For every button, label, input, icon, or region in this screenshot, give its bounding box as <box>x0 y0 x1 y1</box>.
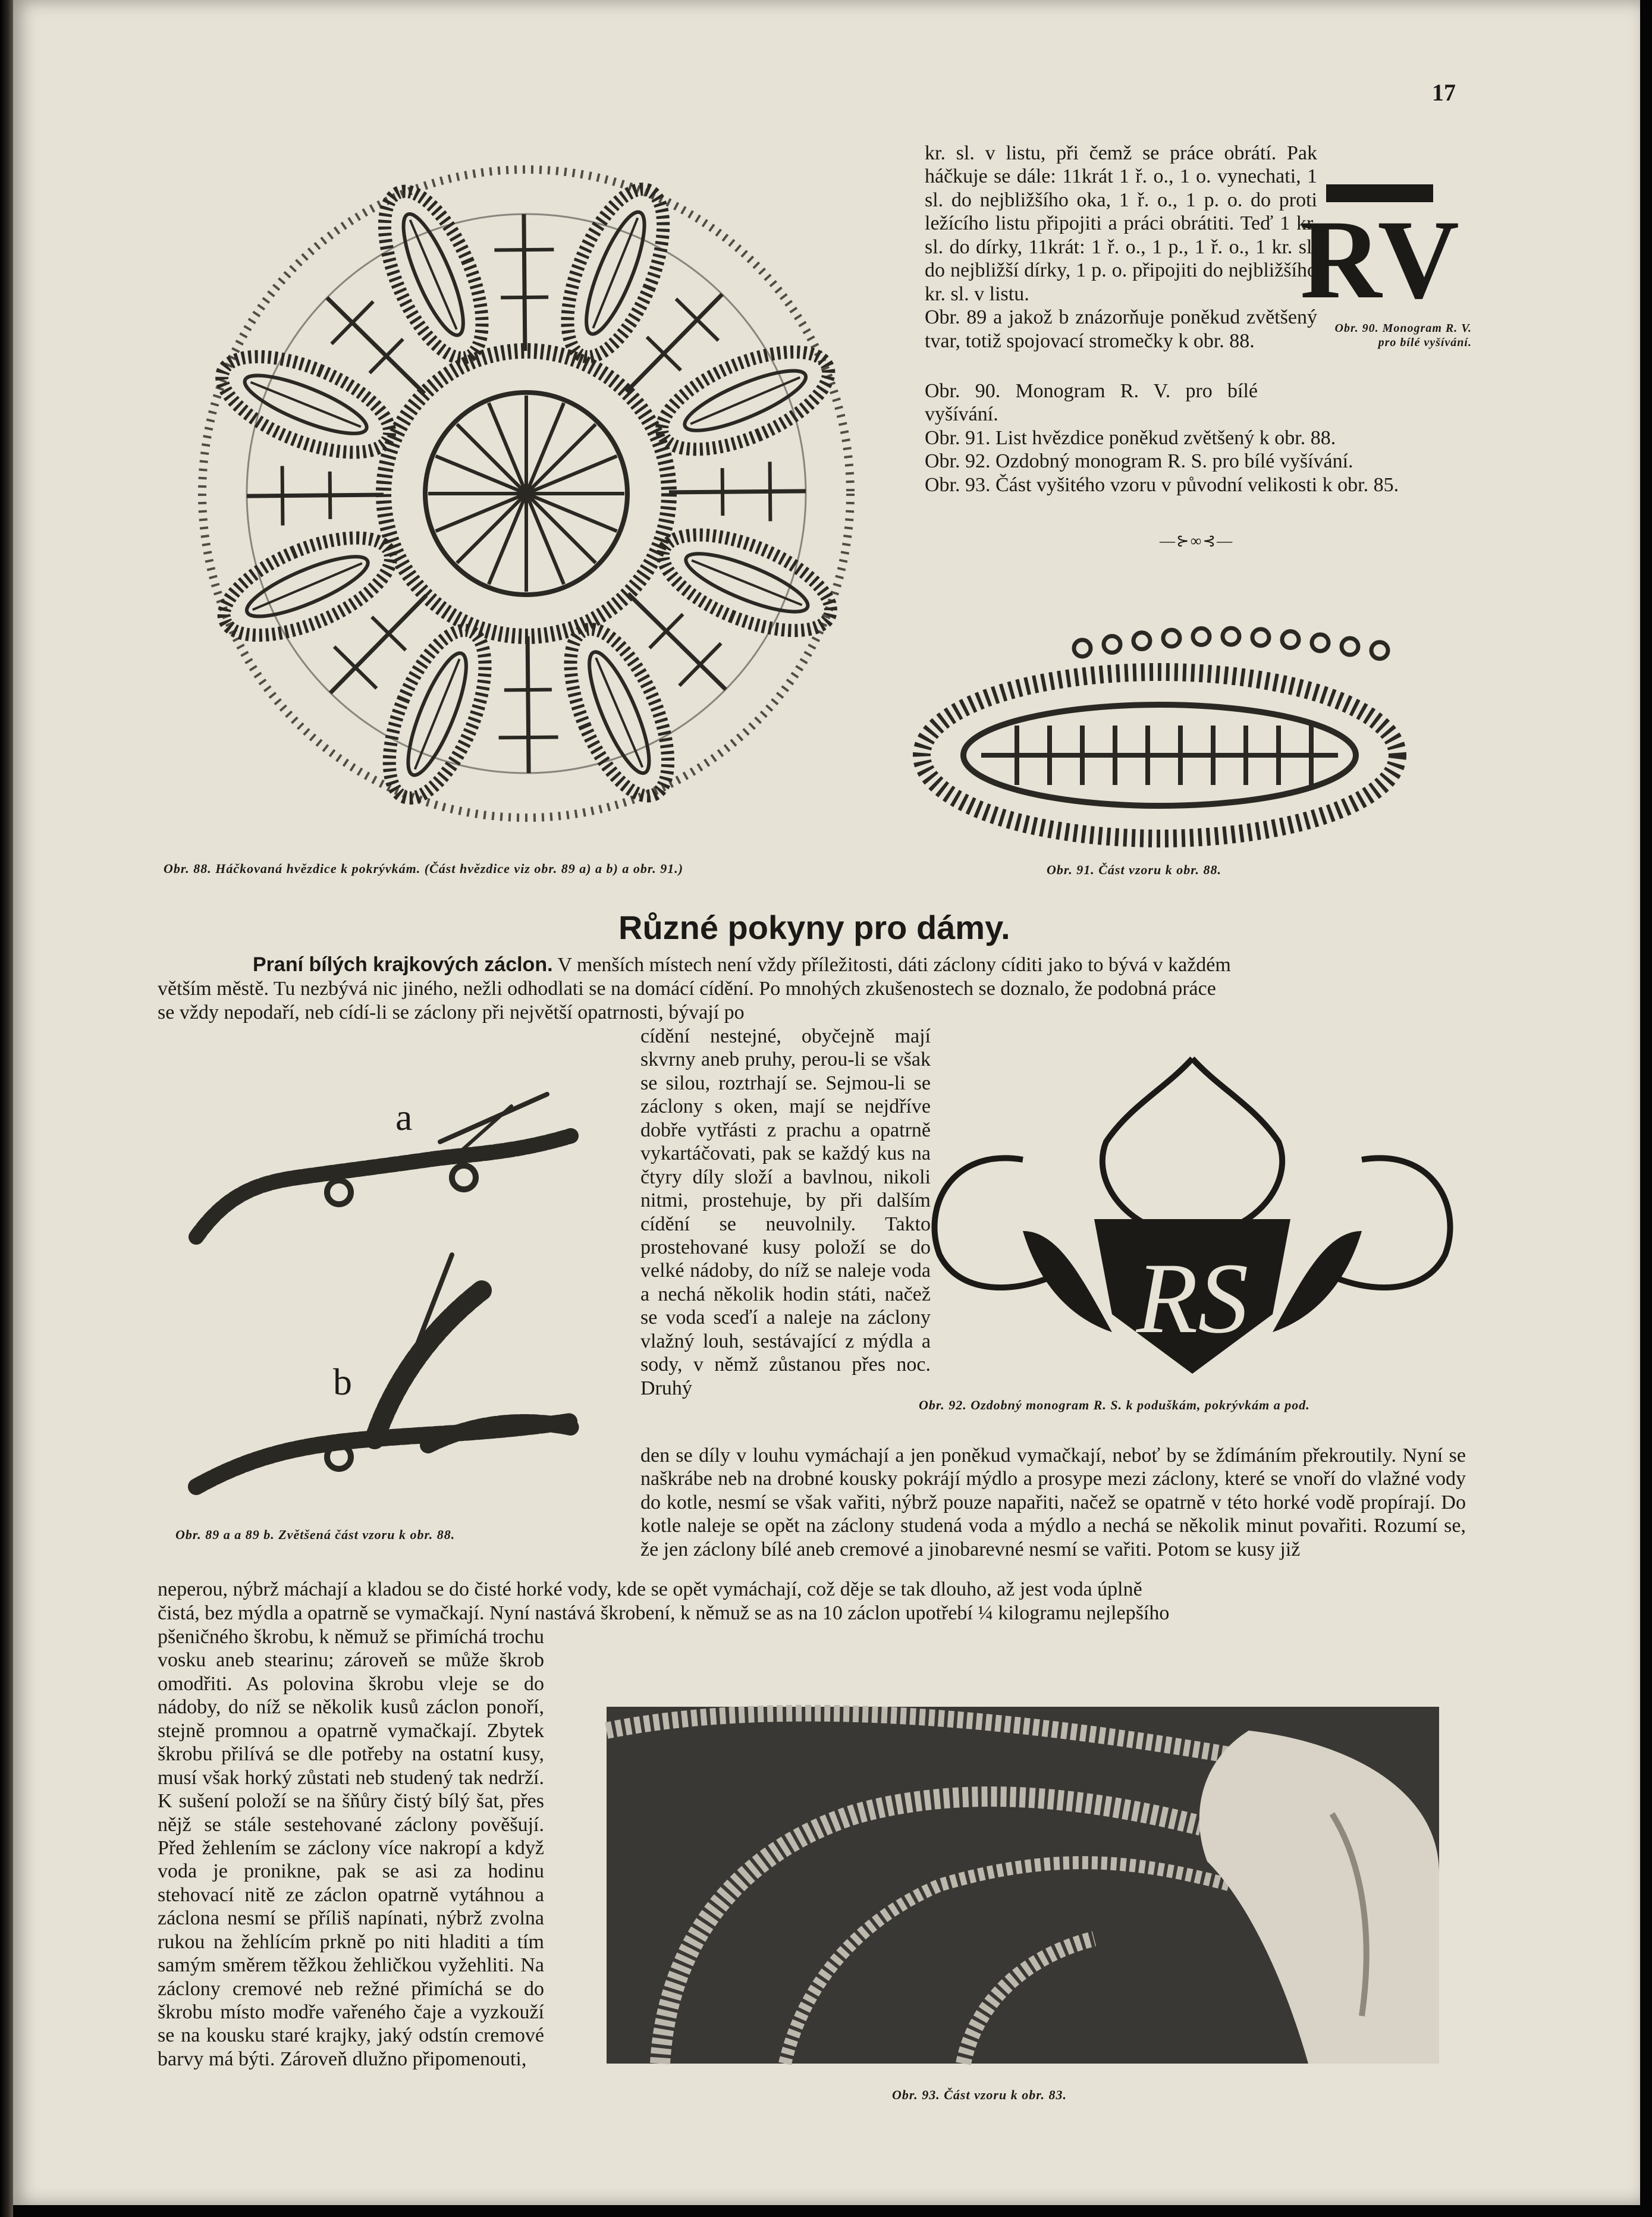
intro-text-continued <box>925 379 1466 497</box>
separator-ornament: —⊱∞⊰— <box>1160 532 1234 549</box>
intro-paragraph: Obr. 91. List hvězdice poněkud zvětšený k obr. 88. <box>925 426 1336 449</box>
leaf-picot <box>1371 642 1388 659</box>
article-bottom-column: pšeničného škrobu, k němuž se přimíchá trochu vosku aneb stearinu; zároveň se může škrob omodřiti. As polovina škrobu vleje se do nádoby, do níž se několik kusů záclon ponoří, stejně promnou a opatrně vymačkají. Zbytek škrobu přilívá se dle potřeby na ostatní kusy, musí však horký zůstati neb studený tak nedrží. K sušení položí se na šňůry čistý bílý šat, přes nějž se stále sestehované záclony pověšují. Před žehlením se záclony více nakropí a když voda je pronikne, pak se asi za hodinu stehovací nitě ze záclon opatrně vytáhnou a záclona nesmí se příliš napínati, nýbrž zvolna rukou na žehlícím prkně po niti hladiti a tím samým směrem těžkou žehličkou vyžehliti. Na záclony cremové neb režné přimíchá se do škrobu místo modře vařeného čaje a vyzkouží se na kousku staré krajky, jaký odstín cremové barvy má býti. Zároveň dlužno připomenouti, <box>158 1626 544 2070</box>
star-leaf <box>365 178 502 371</box>
caption-fig88: Obr. 88. Háčkovaná hvězdice k pokrývkám. (Část hvězdice viz obr. 89 a) a b) a obr. 91.) <box>164 861 684 876</box>
book-spine <box>0 0 13 2217</box>
article-run-in-heading: Praní bílých krajkových záclon. <box>253 953 553 976</box>
leaf-picot <box>1074 640 1091 657</box>
leaf-picot <box>1282 632 1299 648</box>
intro-paragraph: Obr. 92. Ozdobný monogram R. S. pro bílé vyšívání. <box>925 450 1353 473</box>
article-line: čistá, bez mýdla a opatrně se vymačkají. Nyní nastává škrobení, k němuž se as na 10 záclon upotřebí ¼ kilogramu nejlepšího <box>158 1602 1170 1624</box>
star-spoke <box>526 494 596 563</box>
star-connector <box>247 465 384 526</box>
article-middle-block: den se díly v louhu vymáchají a jen poněkud vymačkají, neboť by se ždímáním překroutily. Nyní se naškrábe neb na drobné kousky pokrájí mýdlo a prosype mezi záclony, které se vnoří do vlažné vody do kotle, nesmí se však vařiti, nýbrž pouze napařiti, načež se opatrně v této horké vodě propírají. Do kotle naleje se opět na záclony studená voda a mýdlo a nechá se několik minut povařiti. Rozumí se, že jen záclony bílé aneb cremové a jinobarevné nesmí se vařiti. Potom se kusy již <box>640 1444 1466 1560</box>
star-leaf <box>211 518 404 655</box>
article-line: větším městě. Tu nezbývá nic jiného, nežli odhodlati se na domácí cídění. Po mnohých zkušenostech se doznalo, že podobná práce <box>158 978 1216 1000</box>
caption-fig93: Obr. 93. Část vzoru k obr. 83. <box>892 2087 1067 2102</box>
leaf-picot <box>1193 629 1210 645</box>
intro-paragraph: kr. sl. v listu, při čemž se práce obrátí. Pak háčkuje se dále: 11krát 1 ř. o., 1 o. vynechati, 1 sl. do nejbližšího oka, 1 ř. o., 1 p. o. do proti ležícího listu připojiti a práci obrátiti. Teď 1 kr. sl. do dírky, 11krát: 1 ř. o., 1 p., 1 ř. o., 1 kr. sl. do nejbližší dírky, 1 p. o. připojiti do nejbližšího kr. sl. v listu. <box>925 142 1317 305</box>
monogram-rv-letters: RV <box>1300 197 1459 322</box>
monogram-rs-letters: RS <box>1136 1242 1249 1354</box>
caption-fig90: Obr. 90. Monogram R. V. pro bílé vyšívání. <box>1334 322 1472 349</box>
leaf-picot <box>1104 636 1120 652</box>
article-line-text: V menších místech není vždy příležitosti, dáti záclony cíditi jako to bývá v každém <box>557 954 1231 976</box>
figure-89a-label: a <box>395 1096 413 1138</box>
article-line: se vždy nepodaří, neb cídí-li se záclony při největší opatrnosti, bývají po <box>158 1001 745 1023</box>
leaf-picot <box>1223 628 1239 645</box>
leaf-picot <box>1163 630 1180 646</box>
intro-text <box>925 142 1317 353</box>
star-leaf <box>209 337 403 472</box>
intro-paragraph: Obr. 89 a jakož b znázorňuje poněkud zvětšený tvar, totiž spojovací stromečky k obr. 88. <box>925 306 1317 352</box>
leaf-picot <box>1252 629 1269 646</box>
figure-92-monogram-rs <box>916 1053 1469 1392</box>
figure-90-monogram-rv <box>1300 184 1459 333</box>
star-leaf <box>651 515 844 650</box>
star-spoke <box>457 424 526 494</box>
leaf-picot <box>1133 633 1150 649</box>
figure-89a-crochet-detail <box>178 1088 607 1255</box>
figure-91-leaf <box>898 607 1421 862</box>
article-narrow-column: cídění nestejné, obyčejně mají skvrny aneb pruhy, perou-li se však se silou, roztrhají se. Sejmou-li se záclony s oken, mají se nejdříve dobře vytřásti z prachu a opatrně vykartáčovati, pak se každý kus na čtyry díly složí a bavlnou, nikoli nitmi, prostehuje, by při dalším cídění se neuvolnily. Takto prostehované kusy položí se do velké nádoby, do níž se naleje voda a nechá několik hodin státi, načež se voda sceďí a naleje na záclony vlažný louh, sestávající z mýdla a sody, v němž zůstanou přes noc. Druhý <box>640 1025 931 1399</box>
star-connector <box>669 461 806 522</box>
caption-fig92: Obr. 92. Ozdobný monogram R. S. k poduškám, pokrývkám a pod. <box>919 1398 1310 1412</box>
caption-fig89: Obr. 89 a a 89 b. Zvětšená část vzoru k obr. 88. <box>175 1527 456 1542</box>
star-spoke <box>457 494 526 563</box>
star-leaf <box>649 332 842 469</box>
article-line <box>253 953 1466 976</box>
star-leaf <box>369 618 504 811</box>
intro-paragraph: Obr. 90. Monogram R. V. pro bílé vyšívání. <box>925 380 1258 426</box>
figure-89b-label: b <box>333 1361 352 1403</box>
star-connector <box>498 636 558 774</box>
leaf-picot <box>1312 635 1328 651</box>
page-number: 17 <box>1432 79 1456 106</box>
star-leaf <box>548 177 683 370</box>
figure-89b-crochet-detail <box>178 1249 607 1511</box>
intro-paragraph: Obr. 93. Část vyšitého vzoru v původní velikosti k obr. 85. <box>925 473 1399 496</box>
figure-93-embroidery-photo <box>607 1707 1439 2064</box>
section-title: Různé pokyny pro dámy. <box>618 909 1010 946</box>
star-connector <box>494 214 555 351</box>
article-line: neperou, nýbrž máchají a kladou se do čisté horké vody, kde se opět vymáchají, což děje se tak dlouho, až jest voda úplně <box>158 1578 1142 1600</box>
figure-88-crochet-star <box>172 149 880 839</box>
star-spoke <box>526 424 596 494</box>
star-leaf <box>551 616 688 809</box>
caption-fig91: Obr. 91. Část vzoru k obr. 88. <box>1047 862 1222 877</box>
leaf-picot <box>1342 638 1358 655</box>
